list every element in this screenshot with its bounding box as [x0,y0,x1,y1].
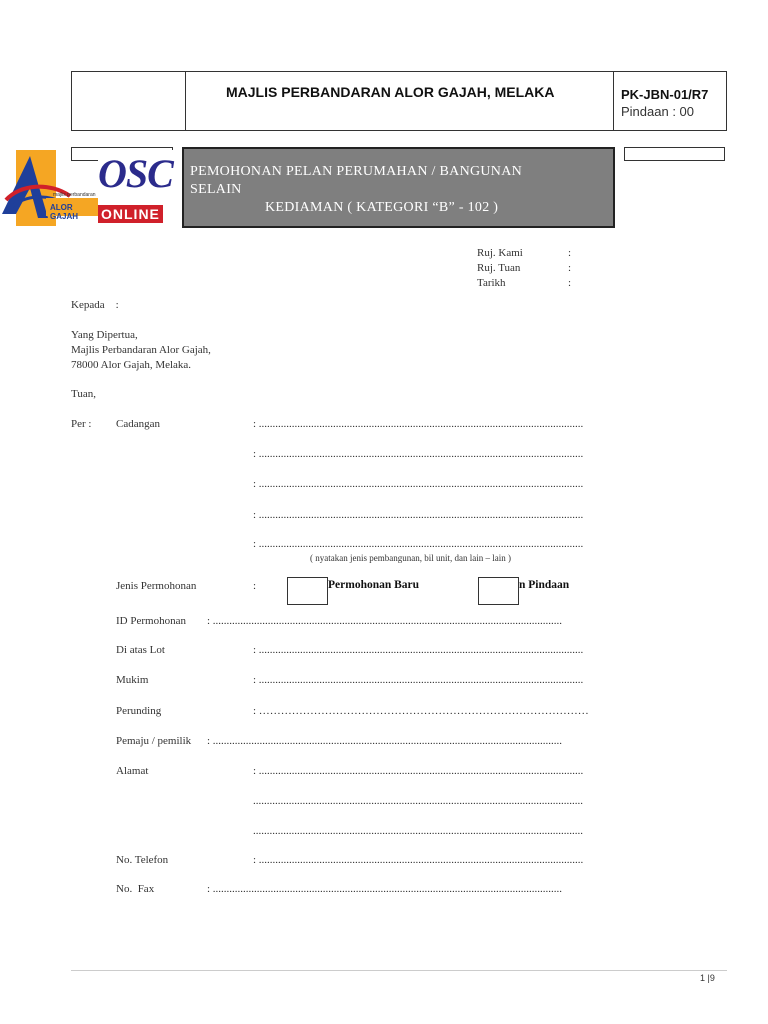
pemaju-label: Pemaju / pemilik [116,735,192,747]
document-revision: Pindaan : 00 [621,104,695,119]
osc-online-logo [98,150,178,230]
banner-line-3: KEDIAMAN ( KATEGORI “B” - 102 ) [265,200,499,215]
ref-kami-colon: : [568,247,572,259]
amendment-application-label: n Pindaan [519,579,570,591]
lot-label: Di atas Lot [116,644,165,656]
fax-field[interactable]: : ............................................................................................................................... [207,883,563,895]
perunding-field[interactable]: : ……………………………………………………………………………… [253,705,589,717]
cadangan-field-3[interactable]: : ...................................................................................................................... [253,478,584,490]
small-box-right [624,147,725,161]
cadangan-field-2[interactable]: : ...................................................................................................................... [253,448,584,460]
telefon-field[interactable]: : ...................................................................................................................... [253,854,584,866]
mpag-logo-small-text: majlis perbandaran [53,192,96,198]
id-permohonan-label: ID Permohonan [116,615,186,627]
document-code: PK-JBN-01/R7 [621,87,709,102]
telefon-label: No. Telefon [116,854,169,866]
header-divider [613,72,614,130]
new-application-label: Permohonan Baru [328,579,420,591]
page-number: 1 |9 [700,973,715,983]
perunding-label: Perunding [116,705,162,717]
pemaju-field[interactable]: : ............................................................................................................................... [207,735,563,747]
amendment-application-checkbox[interactable] [478,577,519,605]
salutation: Tuan, [71,388,96,400]
address-line-3: 78000 Alor Gajah, Melaka. [71,359,192,371]
lot-field[interactable]: : ...................................................................................................................... [253,644,584,656]
address-line-2: Majlis Perbandaran Alor Gajah, [71,344,211,356]
header-title: MAJLIS PERBANDARAN ALOR GAJAH, MELAKA [226,84,555,100]
ref-date-label: Tarikh [477,277,506,289]
osc-logo-text: OSC [98,151,173,196]
alamat-field-2[interactable]: ........................................................................................................................ [253,795,583,807]
alamat-label: Alamat [116,765,149,777]
ref-date-colon: : [568,277,572,289]
ref-tuan-label: Ruj. Tuan [477,262,521,274]
online-logo-text: ONLINE [98,205,163,223]
cadangan-note: ( nyatakan jenis pembangunan, bil unit, dan lain – lain ) [310,553,511,563]
alamat-field-1[interactable]: : ...................................................................................................................... [253,765,584,777]
cadangan-field-5[interactable]: : ...................................................................................................................... [253,538,584,550]
cadangan-label: Cadangan [116,418,160,430]
ref-kami-label: Ruj. Kami [477,247,523,259]
jenis-permohonan-label: Jenis Permohonan [116,580,197,592]
address-line-1: Yang Dipertua, [71,329,138,341]
mukim-label: Mukim [116,674,149,686]
to-label: Kepada : [71,299,119,311]
cadangan-field-4[interactable]: : ...................................................................................................................... [253,509,584,521]
footer-divider [71,970,727,971]
mukim-field[interactable]: : ...................................................................................................................... [253,674,584,686]
mpag-logo-main-text: ALOR GAJAH [50,203,79,221]
mpag-logo [0,148,98,228]
header-logo-cell [72,72,186,130]
banner-line-1: PEMOHONAN PELAN PERUMAHAN / BANGUNAN [190,164,523,179]
alamat-field-3[interactable]: ........................................................................................................................ [253,825,583,837]
cadangan-field-1[interactable]: : ...................................................................................................................... [253,418,584,430]
jenis-permohonan-colon: : [253,580,257,592]
per-label: Per : [71,418,92,430]
form-title-banner [182,147,615,228]
fax-label: No. Fax [116,883,155,895]
banner-line-2: SELAIN [190,182,242,197]
id-permohonan-field[interactable]: : ............................................................................................................................... [207,615,563,627]
ref-tuan-colon: : [568,262,572,274]
new-application-checkbox[interactable] [287,577,328,605]
